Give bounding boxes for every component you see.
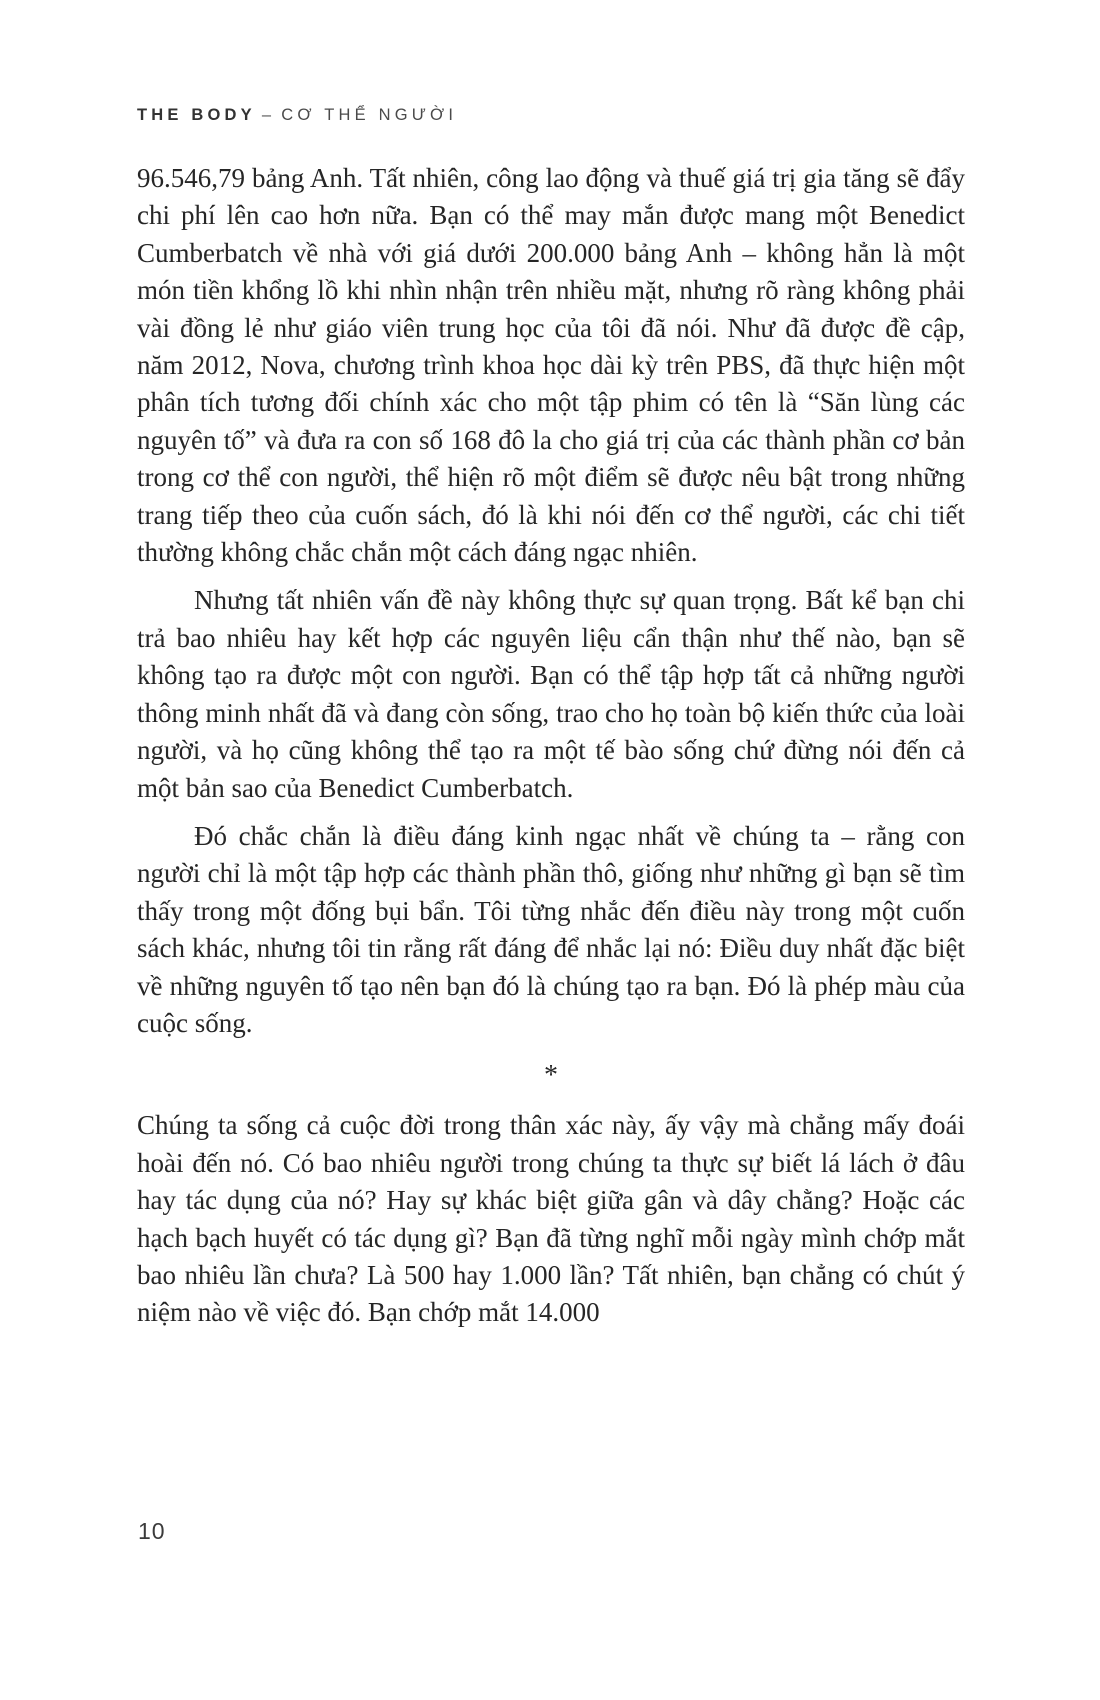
paragraph: Đó chắc chắn là điều đáng kinh ngạc nhất về chúng ta – rằng con người chỉ là một tập hợp các thành phần thô, giống như những gì bạn sẽ tìm thấy trong một đống bụi bẩn. Tôi từng nhắc đến điều này trong một cuốn sách khác, nhưng tôi tin rằng rất đáng để nhắc lại nó: Điều duy nhất đặc biệt về những nguyên tố tạo nên bạn đó là chúng tạo ra bạn. Đó là phép màu của cuộc sống. xyxy=(137,820,965,1038)
page-body xyxy=(137,160,965,1332)
book-title: THE BODY xyxy=(137,106,256,124)
running-header xyxy=(137,106,457,125)
page-number: 10 xyxy=(138,1518,166,1544)
book-subtitle: CƠ THỂ NGƯỜI xyxy=(281,106,458,124)
paragraph-new-section: Chúng ta sống cả cuộc đời trong thân xác này, ấy vậy mà chẳng mấy đoái hoài đến nó. Có bao nhiêu người trong chúng ta thực sự biết lá lách ở đâu hay tác dụng của nó? Hay sự khác biệt giữa gân và dây chằng? Hoặc các hạch bạch huyết có tác dụng gì? Bạn đã từng nghĩ mỗi ngày mình chớp mắt bao nhiêu lần chưa? Là 500 hay 1.000 lần? Tất nhiên, bạn chẳng có chút ý niệm nào về việc đó. Bạn chớp mắt 14.000 xyxy=(137,1110,965,1328)
paragraph: Nhưng tất nhiên vấn đề này không thực sự quan trọng. Bất kể bạn chi trả bao nhiêu hay kết hợp các nguyên liệu cẩn thận như thế nào, bạn sẽ không tạo ra được một con người. Bạn có thể tập hợp tất cả những người thông minh nhất đã và đang còn sống, trao cho họ toàn bộ kiến thức của loài người, và họ cũng không thể tạo ra một tế bào sống chứ đừng nói đến cả một bản sao của Benedict Cumberbatch. xyxy=(137,585,965,803)
header-separator: – xyxy=(261,106,276,124)
paragraph-continuation: 96.546,79 bảng Anh. Tất nhiên, công lao động và thuế giá trị gia tăng sẽ đẩy chi phí lên cao hơn nữa. Bạn có thể may mắn được mang một Benedict Cumberbatch về nhà với giá dưới 200.000 bảng Anh – không hẳn là một món tiền khổng lồ khi nhìn nhận trên nhiều mặt, nhưng rõ ràng không phải vài đồng lẻ như giáo viên trung học của tôi đã nói. Như đã được đề cập, năm 2012, Nova, chương trình khoa học dài kỳ trên PBS, đã thực hiện một phân tích tương đối chính xác cho một tập phim có tên là “Săn lùng các nguyên tố” và đưa ra con số 168 đô la cho giá trị của các thành phần cơ bản trong cơ thể con người, thể hiện rõ một điểm sẽ được nêu bật trong những trang tiếp theo của cuốn sách, đó là khi nói đến cơ thể người, các chi tiết thường không chắc chắn một cách đáng ngạc nhiên. xyxy=(137,163,965,568)
section-break-asterisk: * xyxy=(544,1060,558,1092)
page-footer xyxy=(138,1518,166,1545)
